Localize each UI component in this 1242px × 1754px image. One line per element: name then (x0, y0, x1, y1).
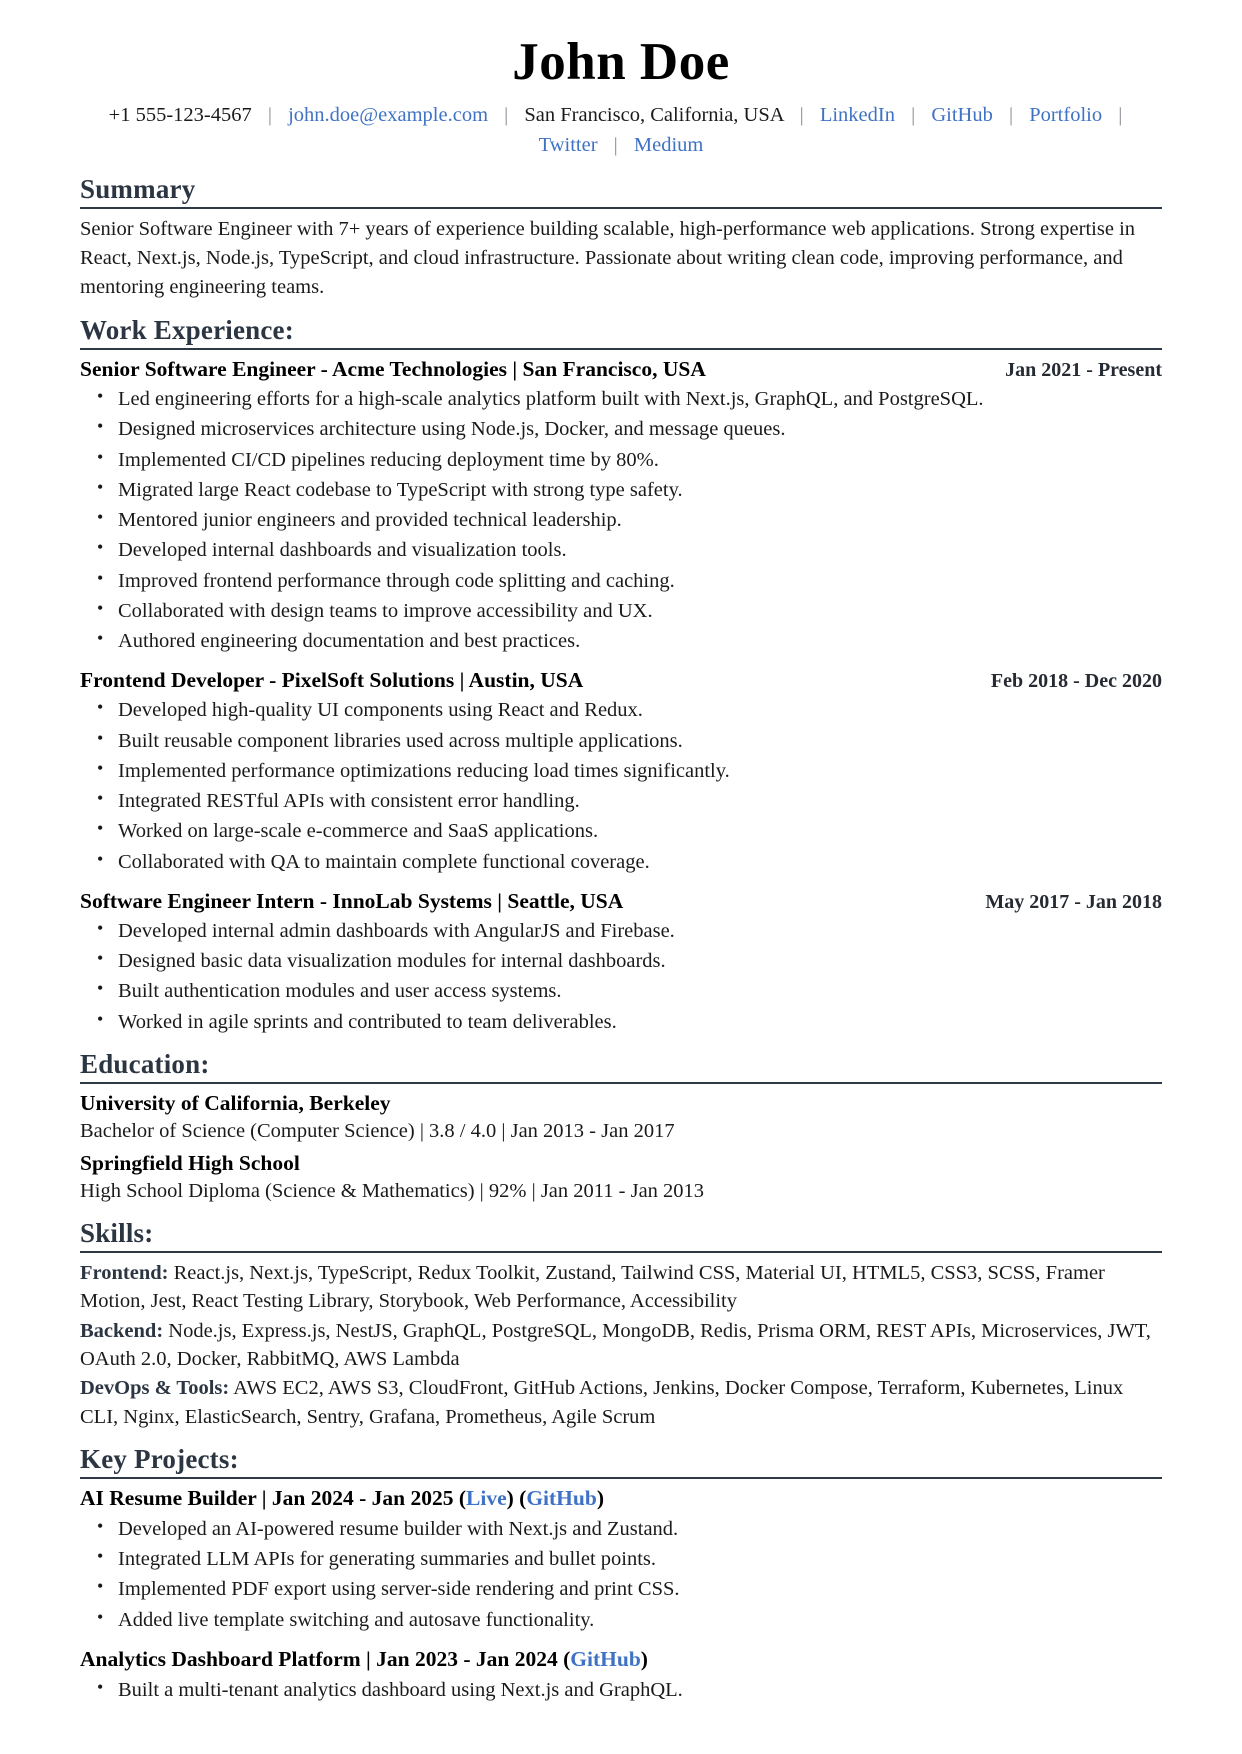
project-title: AI Resume Builder | Jan 2024 - Jan 2025 (80, 1485, 454, 1510)
section-title-key-projects: Key Projects: (80, 1443, 239, 1474)
project-github-link[interactable]: GitHub (526, 1485, 597, 1510)
project-header: AI Resume Builder | Jan 2024 - Jan 2025 (Live) (GitHub) (80, 1485, 604, 1510)
section-summary (80, 174, 1162, 302)
education-entry (80, 1090, 1162, 1145)
skill-group-values: React.js, Next.js, TypeScript, Redux Toolkit, Zustand, Tailwind CSS, Material UI, HTML5, CSS3, SCSS, Framer Motion, Jest, React Testing Library, Storybook, Web Performance, Accessibility (80, 1262, 1105, 1313)
bullet-item: • Collaborated with QA to maintain complete functional coverage. (80, 849, 1162, 876)
education-degree-meta: Bachelor of Science (Computer Science) | 3.8 / 4.0 | Jan 2013 - Jan 2017 (80, 1119, 675, 1142)
experience-entry-header (80, 888, 1162, 915)
phone-text: +1 555-123-4567 (108, 104, 252, 127)
contact-separator: | (1118, 104, 1123, 127)
project-entry (80, 1485, 1162, 1634)
skill-group (80, 1374, 1162, 1431)
section-title-work-experience: Work Experience: (80, 315, 294, 346)
bullet-item: • Added live template switching and autosave functionality. (80, 1607, 1162, 1634)
bullet-item: • Improved frontend performance through code splitting and caching. (80, 568, 1162, 595)
summary-text: Senior Software Engineer with 7+ years of experience building scalable, high-performance web applications. Strong expertise in React, Next.js, Node.js, TypeScript, and cloud infrastructure. Passionate about writing clean code, improving performance, and mentoring engineering teams. (80, 217, 1136, 298)
experience-date-range: May 2017 - Jan 2018 (985, 890, 1162, 913)
education-entry (80, 1150, 1162, 1205)
contact-separator: | (911, 104, 916, 127)
experience-entry-header (80, 356, 1162, 383)
bullet-item: • Mentored junior engineers and provided technical leadership. (80, 507, 1162, 534)
bullet-item: • Integrated RESTful APIs with consistent error handling. (80, 788, 1162, 815)
section-divider (80, 1251, 1162, 1253)
section-title-summary: Summary (80, 173, 196, 204)
bullet-list (80, 1516, 1162, 1634)
experience-list (80, 356, 1162, 1036)
section-skills (80, 1218, 1162, 1431)
project-github-link[interactable]: GitHub (570, 1646, 641, 1671)
section-divider (80, 1477, 1162, 1479)
bullet-list (80, 1677, 1162, 1704)
project-live-link[interactable]: Live (466, 1485, 507, 1510)
bullet-item: • Built a multi-tenant analytics dashboard using Next.js and GraphQL. (80, 1677, 1162, 1704)
bullet-item: • Integrated LLM APIs for generating summaries and bullet points. (80, 1546, 1162, 1573)
section-work-experience (80, 315, 1162, 1036)
bullet-item: • Implemented performance optimizations reducing load times significantly. (80, 758, 1162, 785)
bullet-item: • Collaborated with design teams to improve accessibility and UX. (80, 598, 1162, 625)
contact-separator: | (613, 133, 618, 156)
experience-date-range: Jan 2021 - Present (1005, 359, 1162, 382)
section-title-skills: Skills: (80, 1218, 154, 1249)
skill-group-values: Node.js, Express.js, NestJS, GraphQL, PostgreSQL, MongoDB, Redis, Prisma ORM, REST APIs, Microservices, JWT, OAuth 2.0, Docker, RabbitMQ, AWS Lambda (80, 1319, 1151, 1370)
candidate-name: John Doe (512, 33, 730, 91)
experience-entry (80, 356, 1162, 655)
bullet-list (80, 386, 1162, 655)
bullet-item: • Authored engineering documentation and best practices. (80, 628, 1162, 655)
twitter-link[interactable]: Twitter (538, 133, 598, 156)
project-header: Analytics Dashboard Platform | Jan 2023 - Jan 2024 (GitHub) (80, 1646, 648, 1671)
experience-job-title: Frontend Developer - PixelSoft Solutions | Austin, USA (80, 668, 584, 693)
section-divider (80, 1082, 1162, 1084)
skill-group-label: Frontend: (80, 1262, 169, 1285)
section-title-education: Education: (80, 1048, 210, 1079)
portfolio-link[interactable]: Portfolio (1029, 104, 1103, 127)
projects-list (80, 1485, 1162, 1704)
contact-separator: | (799, 104, 804, 127)
bullet-item: • Designed basic data visualization modules for internal dashboards. (80, 948, 1162, 975)
section-divider (80, 207, 1162, 209)
education-school-name: University of California, Berkeley (80, 1090, 391, 1115)
education-degree-meta: High School Diploma (Science & Mathematics) | 92% | Jan 2011 - Jan 2013 (80, 1180, 705, 1203)
project-entry (80, 1646, 1162, 1704)
bullet-item: • Migrated large React codebase to TypeScript with strong type safety. (80, 477, 1162, 504)
skill-group-values: AWS EC2, AWS S3, CloudFront, GitHub Actions, Jenkins, Docker Compose, Terraform, Kubernetes, Linux CLI, Nginx, ElasticSearch, Sentry, Grafana, Prometheus, Agile Scrum (80, 1377, 1124, 1428)
linkedin-link[interactable]: LinkedIn (819, 104, 895, 127)
experience-entry (80, 888, 1162, 1036)
bullet-list (80, 697, 1162, 876)
skill-group-label: Backend: (80, 1319, 164, 1342)
bullet-item: • Led engineering efforts for a high-scale analytics platform built with Next.js, GraphQL, and PostgreSQL. (80, 386, 1162, 413)
bullet-item: • Developed internal dashboards and visualization tools. (80, 537, 1162, 564)
bullet-item: • Developed high-quality UI components using React and Redux. (80, 697, 1162, 724)
section-education (80, 1049, 1162, 1205)
bullet-item: • Implemented PDF export using server-side rendering and print CSS. (80, 1576, 1162, 1603)
bullet-item: • Developed an AI-powered resume builder with Next.js and Zustand. (80, 1516, 1162, 1543)
project-title: Analytics Dashboard Platform | Jan 2023 - Jan 2024 (80, 1646, 558, 1671)
bullet-item: • Built authentication modules and user access systems. (80, 978, 1162, 1005)
experience-entry-header (80, 667, 1162, 694)
section-key-projects (80, 1444, 1162, 1704)
education-list (80, 1090, 1162, 1205)
skill-group (80, 1259, 1162, 1316)
bullet-list (80, 918, 1162, 1036)
email-link[interactable]: john.doe@example.com (288, 104, 489, 127)
bullet-item: • Implemented CI/CD pipelines reducing deployment time by 80%. (80, 447, 1162, 474)
experience-job-title: Software Engineer Intern - InnoLab Systems | Seattle, USA (80, 888, 624, 913)
skills-list (80, 1259, 1162, 1431)
contact-separator: | (1008, 104, 1014, 127)
bullet-item: • Worked on large-scale e-commerce and SaaS applications. (80, 818, 1162, 845)
medium-link[interactable]: Medium (633, 133, 704, 156)
education-school-name: Springfield High School (80, 1151, 300, 1176)
bullet-item: • Developed internal admin dashboards with AngularJS and Firebase. (80, 918, 1162, 945)
contact-separator: | (267, 104, 272, 127)
experience-date-range: Feb 2018 - Dec 2020 (990, 670, 1162, 693)
bullet-item: • Built reusable component libraries used across multiple applications. (80, 728, 1162, 755)
experience-job-title: Senior Software Engineer - Acme Technologies | San Francisco, USA (80, 357, 706, 382)
skill-group-label: DevOps & Tools: (80, 1377, 230, 1400)
section-divider (80, 348, 1162, 350)
bullet-item: • Worked in agile sprints and contributed to team deliverables. (80, 1009, 1162, 1036)
bullet-item: • Designed microservices architecture using Node.js, Docker, and message queues. (80, 416, 1162, 443)
contact-bar (80, 101, 1162, 160)
experience-entry (80, 667, 1162, 876)
skill-group (80, 1317, 1162, 1374)
location-text: San Francisco, California, USA (524, 104, 784, 127)
contact-separator: | (504, 104, 509, 127)
github-link[interactable]: GitHub (931, 104, 993, 127)
